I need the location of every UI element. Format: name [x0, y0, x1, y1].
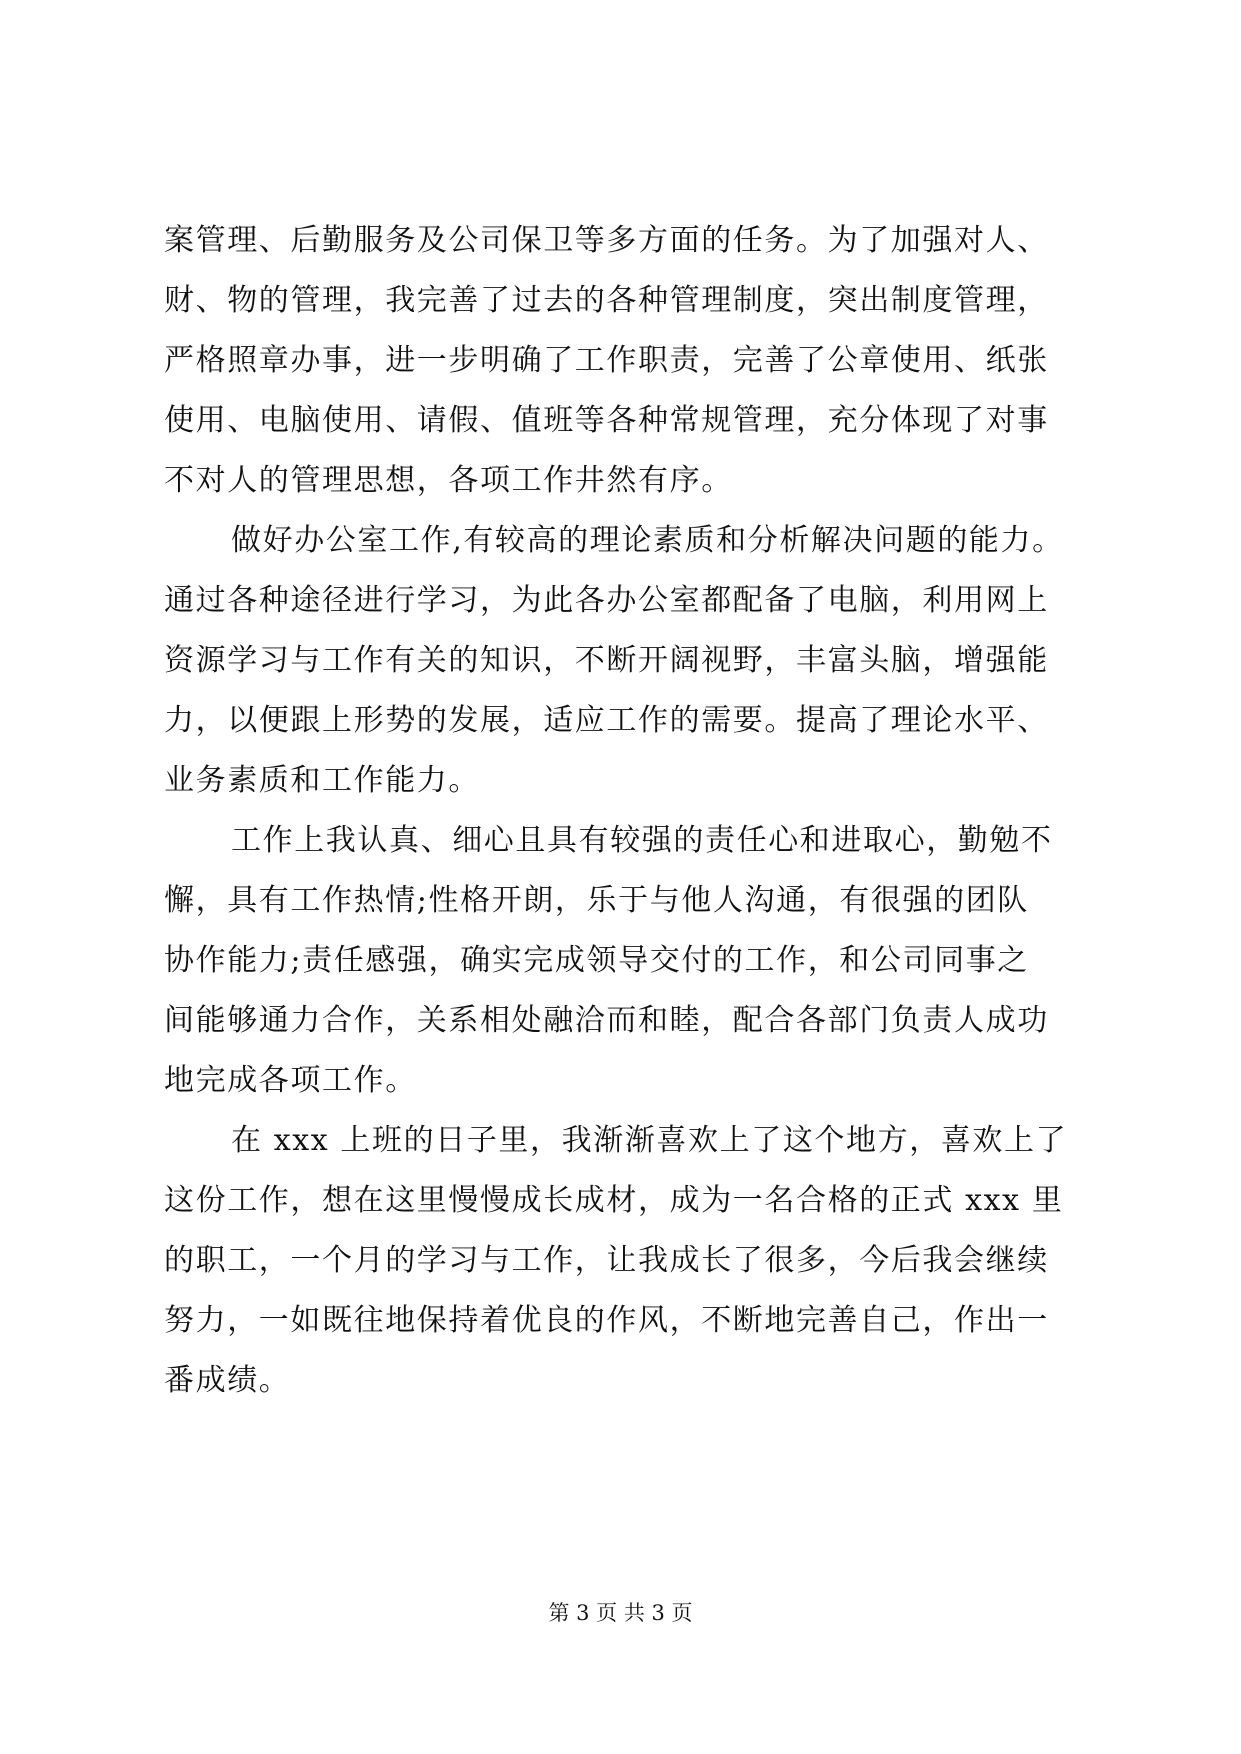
text-line: 的职工，一个月的学习与工作，让我成长了很多，今后我会继续 [164, 1243, 1049, 1278]
text-line: 资源学习与工作有关的知识，不断开阔视野，丰富头脑，增强能 [164, 643, 1049, 678]
text-line: 不对人的管理思想，各项工作井然有序。 [164, 463, 733, 498]
text-line: 使用、电脑使用、请假、值班等各种常规管理，充分体现了对事 [164, 403, 1049, 438]
page-number-footer: 第 3 页 共 3 页 [548, 1601, 693, 1625]
text-line: 懈，具有工作热情;性格开朗，乐于与他人沟通，有很强的团队 [164, 883, 1029, 918]
text-line: 财、物的管理，我完善了过去的各种管理制度，突出制度管理， [164, 283, 1049, 318]
text-line: 间能够通力合作，关系相处融洽而和睦，配合各部门负责人成功 [164, 1003, 1049, 1038]
text-line: 严格照章办事，进一步明确了工作职责，完善了公章使用、纸张 [164, 343, 1049, 378]
paragraph-first-line: 在 xxx 上班的日子里，我渐渐喜欢上了这个地方，喜欢上了 [231, 1123, 1068, 1158]
text-line: 协作能力;责任感强，确实完成领导交付的工作，和公司同事之 [164, 943, 1029, 978]
text-line: 案管理、后勤服务及公司保卫等多方面的任务。为了加强对人、 [164, 223, 1049, 258]
text-line: 业务素质和工作能力。 [164, 763, 480, 798]
text-line: 努力，一如既往地保持着优良的作风，不断地完善自己，作出一 [164, 1303, 1049, 1338]
paragraph-first-line: 工作上我认真、细心且具有较强的责任心和进取心，勤勉不 [231, 823, 1053, 858]
text-line: 力，以便跟上形势的发展，适应工作的需要。提高了理论水平、 [164, 703, 1049, 738]
text-line: 这份工作，想在这里慢慢成长成材，成为一名合格的正式 xxx 里 [164, 1183, 1064, 1218]
paragraph-first-line: 做好办公室工作,有较高的理论素质和分析解决问题的能力。 [231, 523, 1064, 558]
text-line: 地完成各项工作。 [164, 1063, 417, 1098]
text-line: 通过各种途径进行学习，为此各办公室都配备了电脑，利用网上 [164, 583, 1049, 618]
text-line: 番成绩。 [164, 1363, 291, 1398]
